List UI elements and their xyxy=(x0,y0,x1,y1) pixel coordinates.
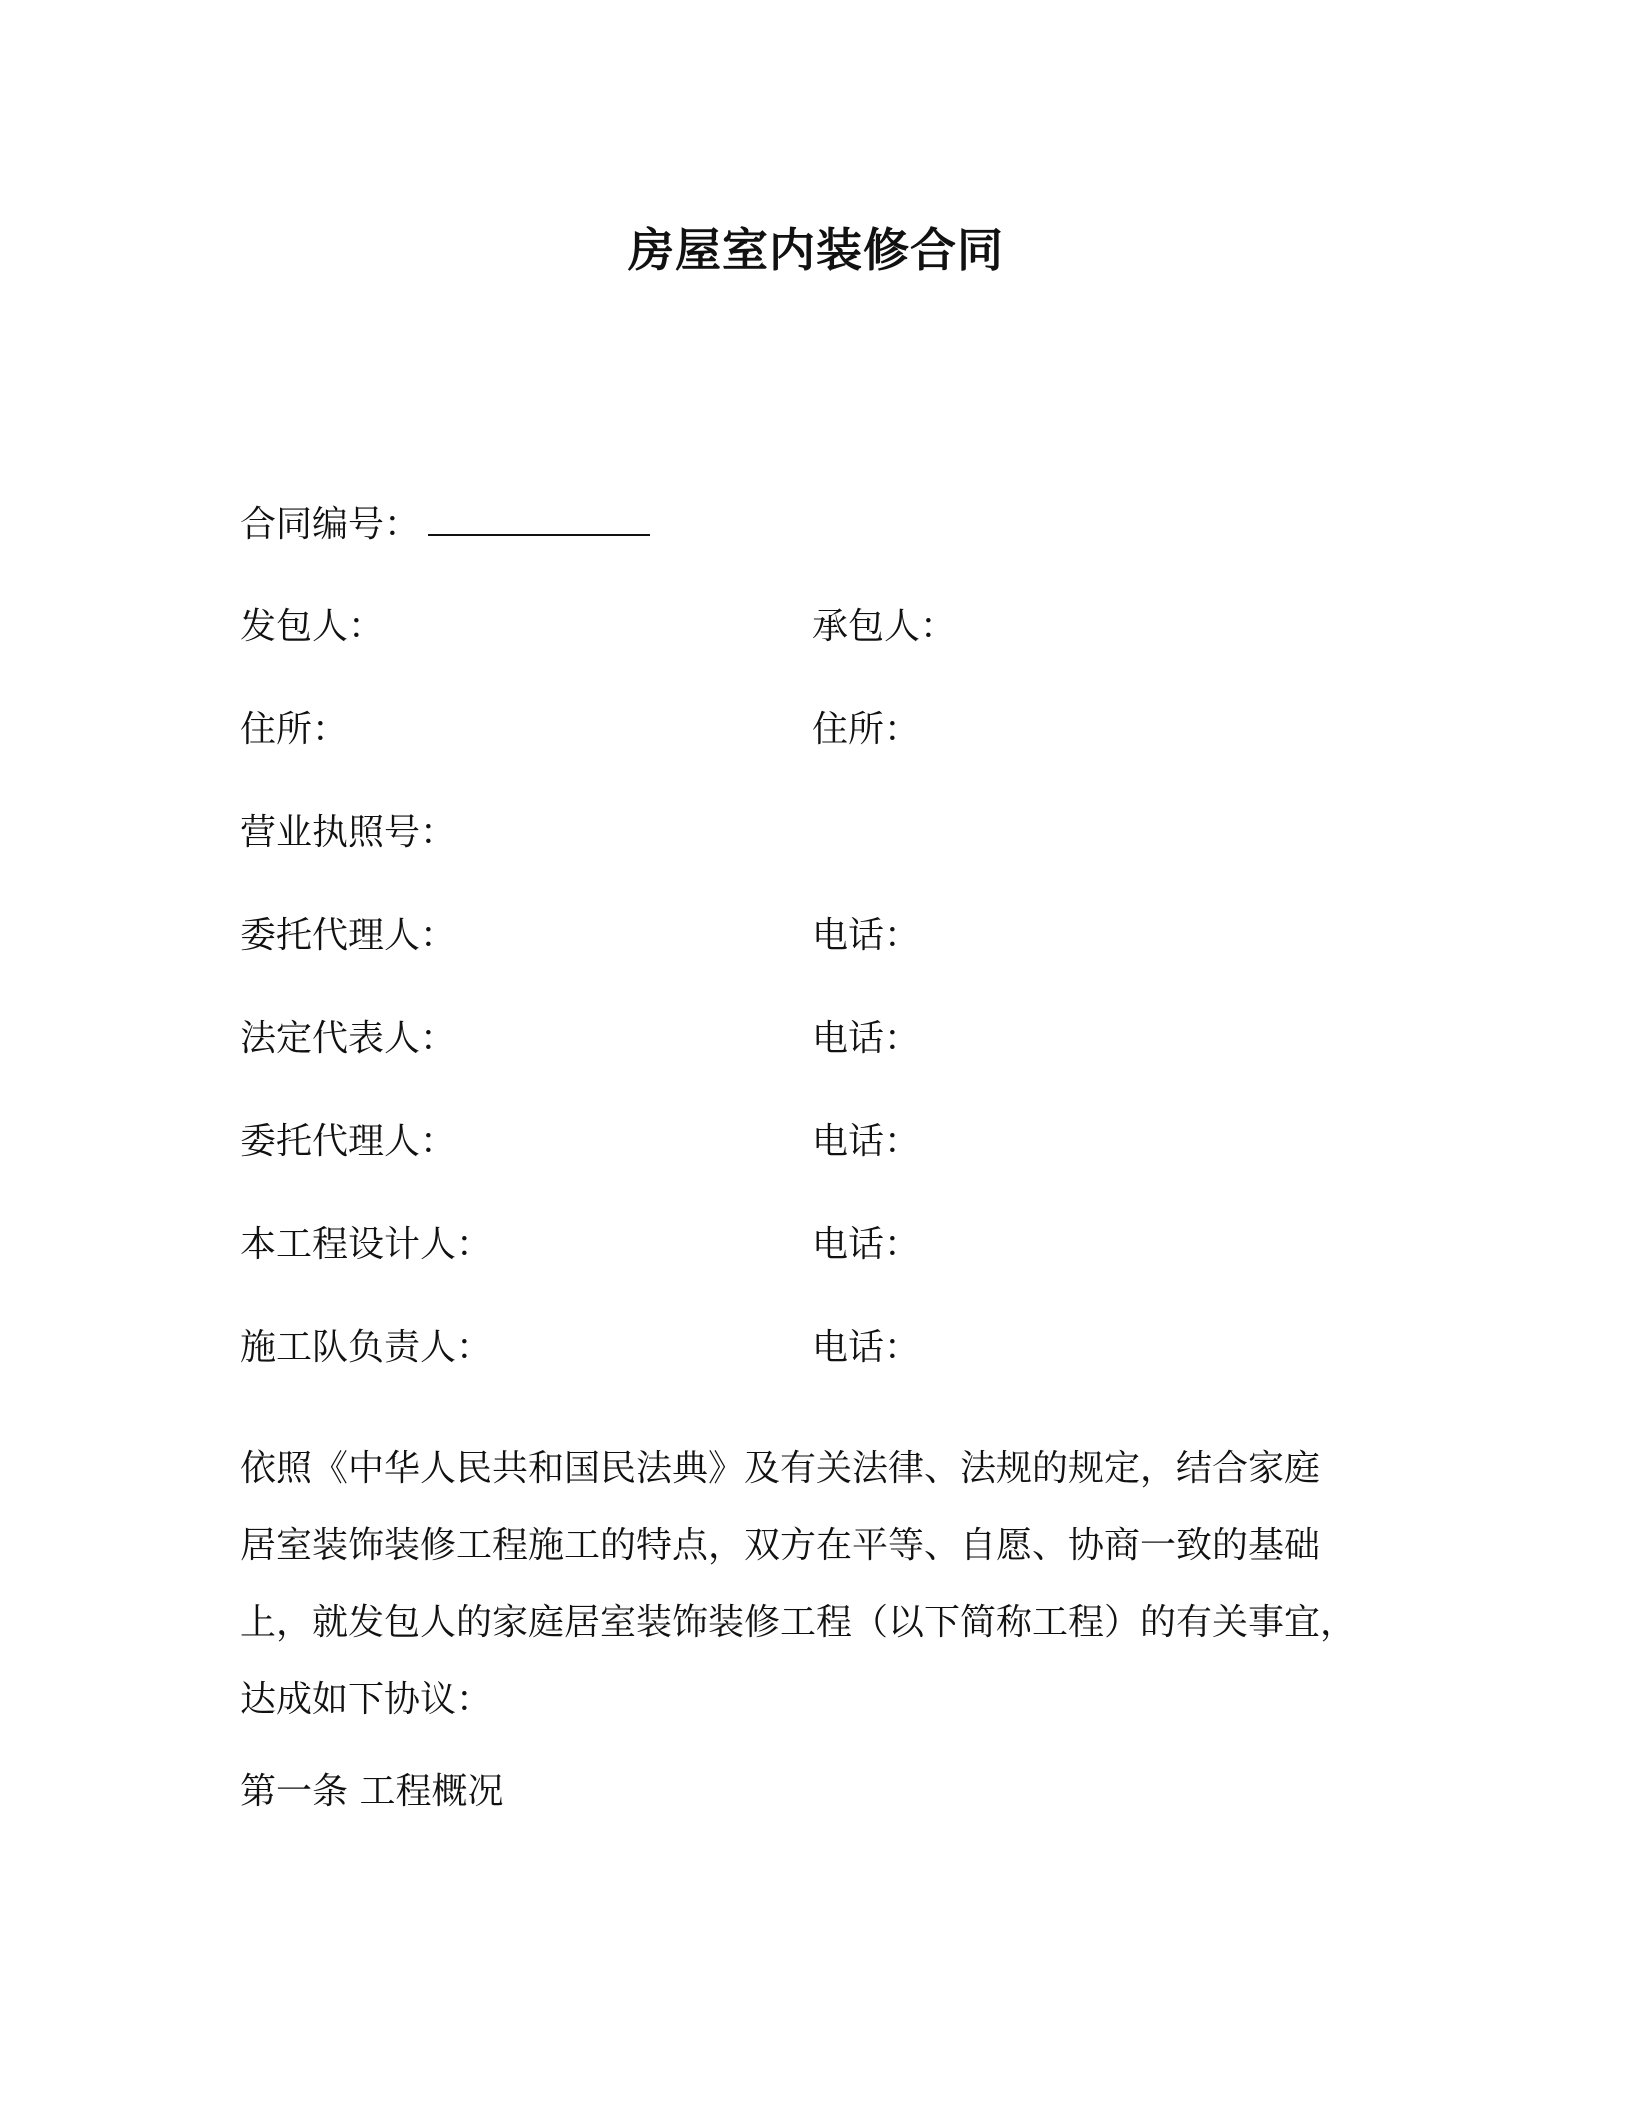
field-row-team-lead xyxy=(240,1324,1400,1372)
contract-number-row xyxy=(240,500,1400,548)
section-heading: 第一条 工程概况 xyxy=(240,1771,504,1812)
phone-label: 电话： xyxy=(812,1018,921,1059)
project-designer-label: 本工程设计人： xyxy=(240,1224,493,1265)
employer-address-label: 住所： xyxy=(240,709,349,750)
phone-label: 电话： xyxy=(812,1121,921,1162)
field-row-address xyxy=(240,706,1400,754)
field-row-agent-1 xyxy=(240,912,1400,960)
phone-label: 电话： xyxy=(812,915,921,956)
field-row-agent-2 xyxy=(240,1118,1400,1166)
construction-team-lead-label: 施工队负责人： xyxy=(240,1327,493,1368)
document-title: 房屋室内装修合同 xyxy=(628,223,1004,277)
phone-label: 电话： xyxy=(812,1224,921,1265)
paragraph-line: 居室装饰装修工程施工的特点，双方在平等、自愿、协商一致的基础 xyxy=(240,1525,1321,1566)
field-row-license xyxy=(240,809,1400,857)
intro-paragraph xyxy=(240,1430,1400,1738)
contractor-label: 承包人： xyxy=(812,606,957,647)
paragraph-line: 依照《中华人民共和国民法典》及有关法律、法规的规定，结合家庭 xyxy=(240,1448,1321,1489)
authorized-agent-label: 委托代理人： xyxy=(240,1121,457,1162)
employer-label: 发包人： xyxy=(240,606,385,647)
field-row-legal-rep xyxy=(240,1015,1400,1063)
legal-representative-label: 法定代表人： xyxy=(240,1018,457,1059)
contract-number-label: 合同编号： xyxy=(240,504,421,545)
contract-number-field xyxy=(240,500,650,549)
contract-number-blank[interactable] xyxy=(428,500,650,536)
business-license-label: 营业执照号： xyxy=(240,812,457,853)
phone-label: 电话： xyxy=(812,1327,921,1368)
paragraph-line: 上，就发包人的家庭居室装饰装修工程（以下简称工程）的有关事宜， xyxy=(240,1602,1357,1643)
field-row-employer xyxy=(240,603,1400,651)
contractor-address-label: 住所： xyxy=(812,709,921,750)
field-row-designer xyxy=(240,1221,1400,1269)
paragraph-line: 达成如下协议： xyxy=(240,1679,493,1720)
authorized-agent-label: 委托代理人： xyxy=(240,915,457,956)
